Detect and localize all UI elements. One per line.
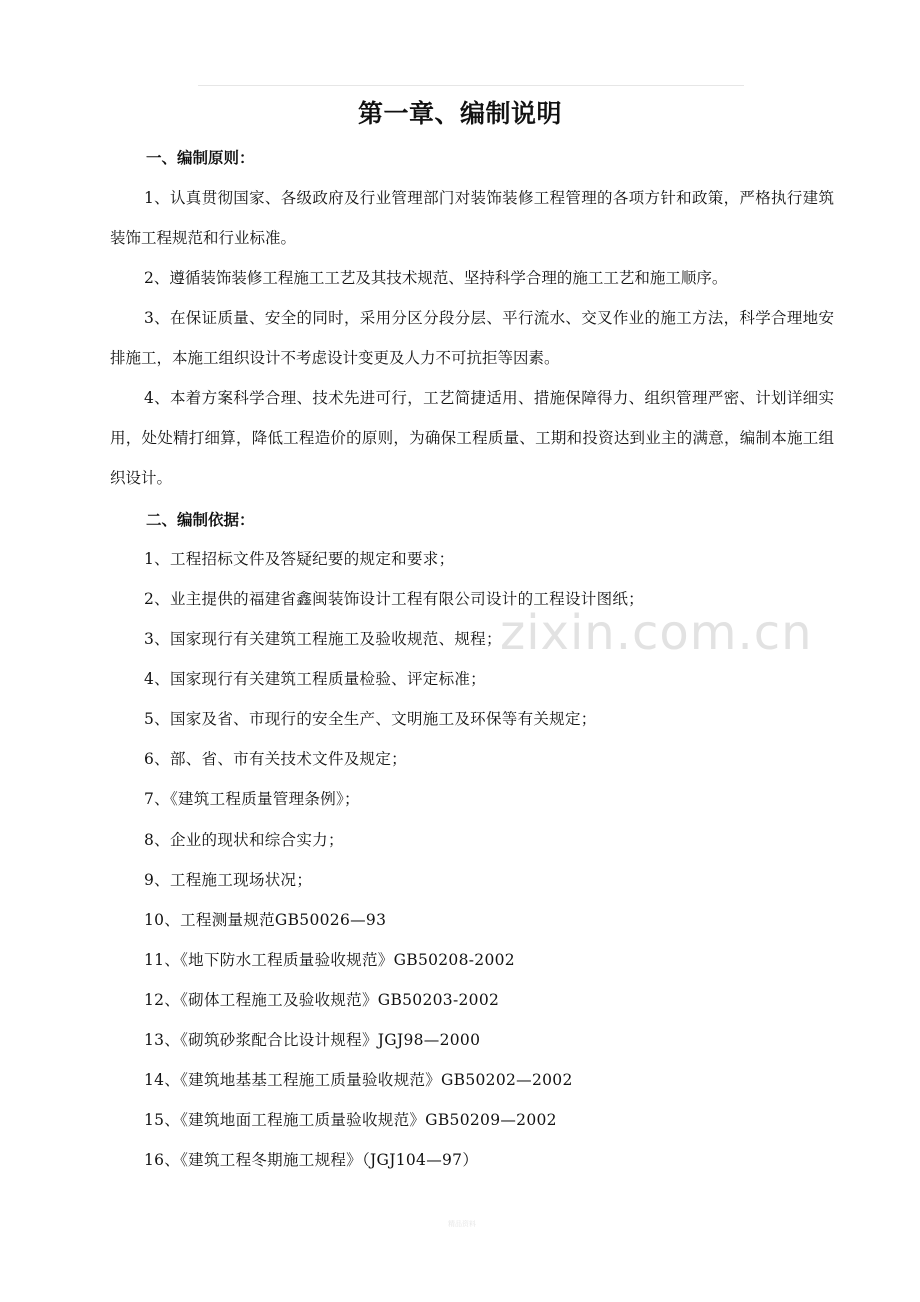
basis-item: 8、企业的现状和综合实力； (144, 831, 344, 849)
principle-paragraph-4: 4、本着方案科学合理、技术先进可行，工艺简捷适用、措施保障得力、组织管理严密、计划详细实用，处处精打细算，降低工程造价的原则，为确保工程质量、工期和投资达到业主的满意，编制本施工组织设计。 (110, 389, 834, 487)
basis-item: 15、《建筑地面工程施工质量验收规范》GB50209—2002 (144, 1111, 557, 1129)
page-title: 第一章、编制说明 (357, 99, 562, 128)
basis-item: 13、《砌筑砂浆配合比设计规程》JGJ98—2000 (144, 1031, 481, 1049)
basis-item: 14、《建筑地基基工程施工质量验收规范》GB50202—2002 (144, 1071, 573, 1089)
principle-paragraph-3: 3、在保证质量、安全的同时，采用分区分段分层、平行流水、交叉作业的施工方法，科学合理地安排施工，本施工组织设计不考虑设计变更及人力不可抗拒等因素。 (110, 309, 834, 367)
basis-item: 10、工程测量规范GB50026—93 (144, 911, 387, 929)
basis-item: 3、国家现行有关建筑工程施工及验收规范、规程； (144, 630, 502, 648)
basis-item: 1、工程招标文件及答疑纪要的规定和要求； (144, 550, 455, 568)
basis-item: 9、工程施工现场状况； (144, 871, 313, 889)
basis-item: 2、业主提供的福建省鑫闽装饰设计工程有限公司设计的工程设计图纸； (144, 590, 644, 608)
principle-paragraph-1: 1、认真贯彻国家、各级政府及行业管理部门对装饰装修工程管理的各项方针和政策，严格执行建筑装饰工程规范和行业标准。 (110, 189, 834, 247)
footer-watermark: 精品资料 (448, 1220, 476, 1228)
basis-item: 5、国家及省、市现行的安全生产、文明施工及环保等有关规定； (144, 710, 597, 728)
basis-item: 16、《建筑工程冬期施工规程》（JGJ104—97） (144, 1151, 479, 1169)
site-watermark: zixin.com.cn (500, 605, 813, 661)
principle-paragraph-2: 2、遵循装饰装修工程施工工艺及其技术规范、坚持科学合理的施工工艺和施工顺序。 (144, 269, 728, 287)
header-rule (198, 85, 744, 86)
basis-item: 6、部、省、市有关技术文件及规定； (144, 750, 407, 768)
basis-item: 4、国家现行有关建筑工程质量检验、评定标准； (144, 670, 486, 688)
basis-item: 11、《地下防水工程质量验收规范》GB50208-2002 (144, 951, 515, 969)
basis-item: 7、《建筑工程质量管理条例》； (144, 790, 360, 808)
section-heading-principles: 一、编制原则： (146, 149, 255, 167)
section-heading-basis: 二、编制依据： (146, 511, 255, 529)
basis-item: 12、《砌体工程施工及验收规范》GB50203-2002 (144, 991, 500, 1009)
